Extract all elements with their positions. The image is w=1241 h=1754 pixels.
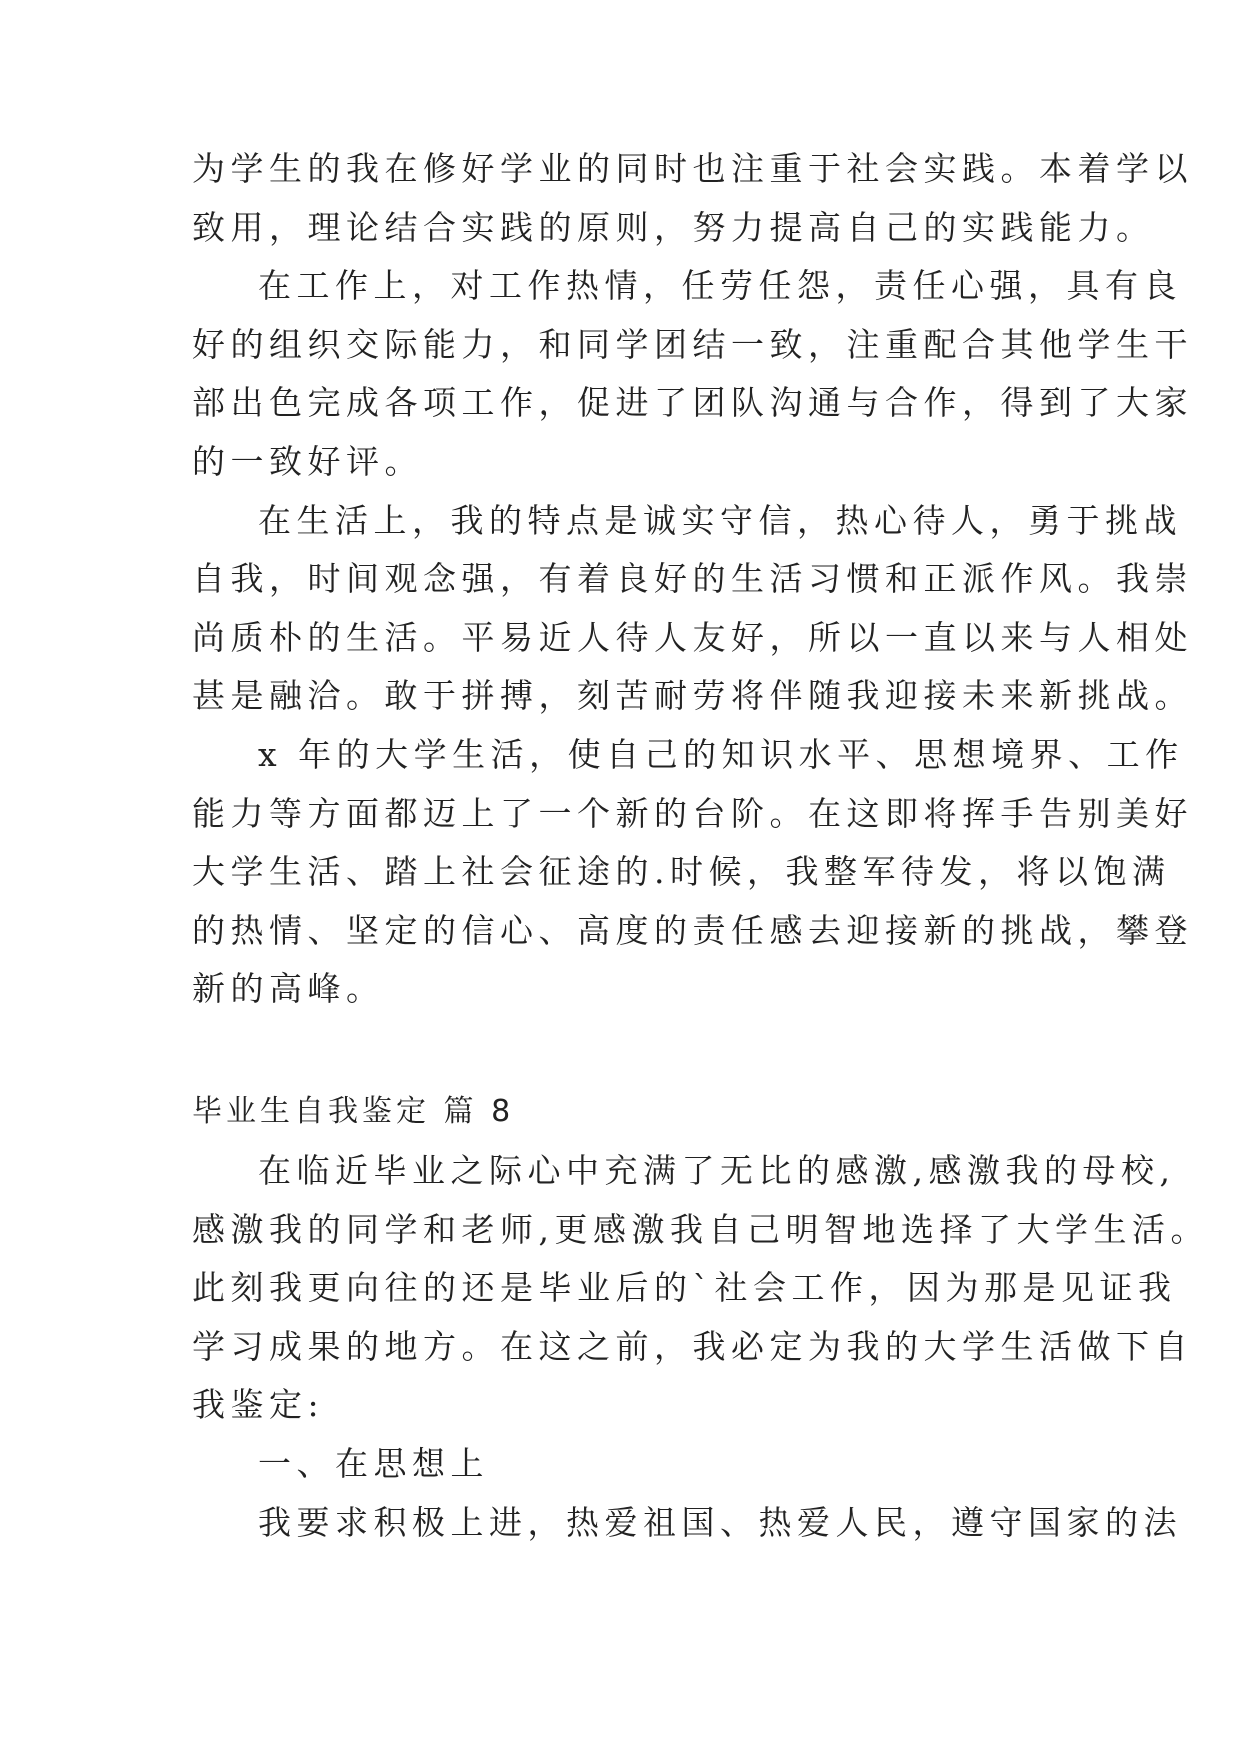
- paragraph-start-line: 在临近毕业之际心中充满了无比的感激,感激我的母校,: [258, 1151, 1176, 1190]
- paragraph-start-line: 在工作上，对工作热情，任劳任怨，责任心强，具有良: [258, 266, 1182, 306]
- text-line: 部出色完成各项工作，促进了团队沟通与合作，得到了大家: [192, 383, 1193, 423]
- text-line: 好的组织交际能力，和同学团结一致，注重配合其他学生干: [192, 324, 1193, 364]
- body-text-section-2: [192, 1142, 1209, 1552]
- paragraph-start-line: 我要求积极上进，热爱祖国、热爱人民，遵守国家的法: [258, 1502, 1182, 1542]
- section-heading: 毕业生自我鉴定 篇 8: [192, 1094, 515, 1129]
- text-line: 能力等方面都迈上了一个新的台阶。在这即将挥手告别美好: [192, 793, 1193, 833]
- text-line: 新的高峰。: [192, 969, 385, 1009]
- text-line: 我鉴定:: [192, 1385, 325, 1425]
- text-line: 大学生活、踏上社会征途的.时候，我整军待发，将以饱满: [192, 852, 1171, 892]
- paragraph-start-line: x 年的大学生活，使自己的知识水平、思想境界、工作: [258, 734, 1184, 774]
- text-line: 的热情、坚定的信心、高度的责任感去迎接新的挑战，攀登: [192, 910, 1193, 950]
- text-line: 致用，理论结合实践的原则，努力提高自己的实践能力。: [192, 207, 1155, 247]
- text-line: 的一致好评。: [192, 441, 423, 481]
- subheading-line: 一、在思想上: [258, 1443, 489, 1483]
- text-line: 自我，时间观念强，有着良好的生活习惯和正派作风。我崇: [192, 559, 1193, 599]
- text-line: 为学生的我在修好学业的同时也注重于社会实践。本着学以: [192, 149, 1193, 188]
- body-text-section-1: [192, 140, 1193, 1019]
- paragraph-start-line: 在生活上，我的特点是诚实守信，热心待人，勇于挑战: [258, 500, 1182, 540]
- text-line: 尚质朴的生活。平易近人待人友好，所以一直以来与人相处: [192, 617, 1193, 657]
- text-line: 学习成果的地方。在这之前，我必定为我的大学生活做下自: [192, 1326, 1193, 1366]
- text-line: 甚是融洽。敢于拼搏，刻苦耐劳将伴随我迎接未来新挑战。: [192, 676, 1193, 716]
- text-line: 感激我的同学和老师,更感激我自己明智地选择了大学生活。: [192, 1209, 1209, 1249]
- text-line: 此刻我更向往的还是毕业后的`社会工作，因为那是见证我: [192, 1268, 1177, 1308]
